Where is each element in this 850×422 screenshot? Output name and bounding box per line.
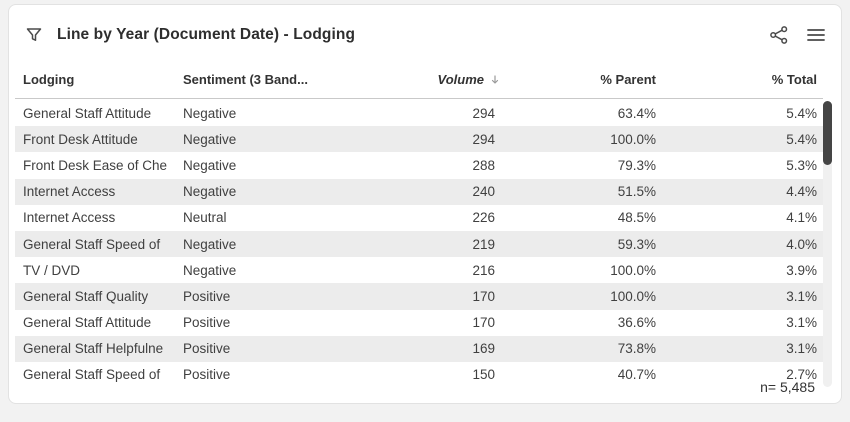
cell-volume: 216 [472, 262, 495, 278]
cell-volume: 294 [472, 131, 495, 147]
cell-lodging: Front Desk Ease of Che [23, 157, 168, 173]
column-header-volume[interactable] [291, 72, 501, 87]
cell-parent: 63.4% [617, 105, 656, 121]
widget-header [9, 19, 841, 51]
cell-lodging: General Staff Attitude [23, 315, 152, 331]
table-row[interactable] [15, 283, 823, 309]
cell-total: 2.7% [786, 367, 817, 383]
cell-total: 3.9% [786, 262, 817, 278]
cell-volume: 226 [472, 210, 495, 226]
column-header-total[interactable]: % Total [771, 72, 817, 87]
cell-total: 3.1% [786, 315, 817, 331]
cell-volume: 169 [472, 341, 495, 357]
cell-lodging: General Staff Attitude [23, 105, 152, 121]
cell-total: 5.4% [786, 131, 817, 147]
cell-lodging: General Staff Speed of [23, 236, 161, 252]
table-row[interactable] [15, 126, 823, 152]
cell-parent: 48.5% [617, 210, 656, 226]
cell-total: 4.0% [786, 236, 817, 252]
cell-lodging: Front Desk Attitude [23, 131, 138, 147]
cell-parent: 100.0% [610, 288, 656, 304]
cell-lodging: TV / DVD [23, 262, 81, 278]
cell-sentiment: Positive [183, 341, 231, 357]
cell-parent: 36.6% [617, 315, 656, 331]
table-widget-card [8, 4, 842, 404]
cell-sentiment: Positive [183, 315, 231, 331]
vertical-scrollbar[interactable] [823, 101, 832, 387]
menu-icon[interactable] [807, 28, 825, 42]
table-row[interactable] [15, 152, 823, 178]
cell-lodging: General Staff Speed of [23, 367, 161, 383]
cell-volume: 219 [472, 236, 495, 252]
cell-sentiment: Negative [183, 262, 237, 278]
cell-total: 4.1% [786, 210, 817, 226]
cell-lodging: General Staff Helpfulne [23, 341, 164, 357]
cell-volume: 240 [472, 184, 495, 200]
cell-sentiment: Negative [183, 157, 237, 173]
cell-sentiment: Negative [183, 105, 237, 121]
share-icon[interactable] [769, 25, 789, 45]
table-row[interactable] [15, 336, 823, 362]
cell-sentiment: Positive [183, 367, 231, 383]
cell-parent: 59.3% [617, 236, 656, 252]
filter-icon[interactable] [25, 26, 43, 44]
sort-descending-icon [491, 75, 499, 84]
table-row[interactable] [15, 362, 823, 388]
cell-sentiment: Negative [183, 236, 237, 252]
cell-lodging: Internet Access [23, 184, 116, 200]
column-header-lodging[interactable]: Lodging [23, 72, 75, 87]
scrollbar-thumb[interactable] [823, 101, 832, 165]
cell-total: 3.1% [786, 288, 817, 304]
table-row[interactable] [15, 231, 823, 257]
cell-total: 5.4% [786, 105, 817, 121]
table-body [15, 100, 823, 388]
cell-volume: 288 [472, 157, 495, 173]
table-row[interactable] [15, 100, 823, 126]
cell-volume: 170 [472, 288, 495, 304]
cell-total: 3.1% [786, 341, 817, 357]
table-footer-n: n= 5,485 [760, 379, 815, 395]
cell-parent: 40.7% [617, 367, 656, 383]
cell-total: 4.4% [786, 184, 817, 200]
cell-sentiment: Positive [183, 288, 231, 304]
cell-parent: 100.0% [610, 131, 656, 147]
column-header-sentiment[interactable]: Sentiment (3 Band... [183, 72, 308, 87]
cell-sentiment: Negative [183, 131, 237, 147]
column-header-parent[interactable]: % Parent [600, 72, 656, 87]
cell-sentiment: Neutral [183, 210, 227, 226]
cell-parent: 73.8% [617, 341, 656, 357]
cell-parent: 51.5% [617, 184, 656, 200]
cell-volume: 294 [472, 105, 495, 121]
cell-parent: 79.3% [617, 157, 656, 173]
table-header-row [15, 61, 823, 99]
cell-total: 5.3% [786, 157, 817, 173]
cell-parent: 100.0% [610, 262, 656, 278]
cell-volume: 150 [472, 367, 495, 383]
cell-lodging: General Staff Quality [23, 288, 149, 304]
column-header-volume-label: Volume [437, 72, 484, 87]
cell-volume: 170 [472, 315, 495, 331]
cell-lodging: Internet Access [23, 210, 116, 226]
cell-sentiment: Negative [183, 184, 237, 200]
table-row[interactable] [15, 205, 823, 231]
table-row[interactable] [15, 179, 823, 205]
table-row[interactable] [15, 257, 823, 283]
table-row[interactable] [15, 310, 823, 336]
widget-title: Line by Year (Document Date) - Lodging [57, 26, 356, 43]
